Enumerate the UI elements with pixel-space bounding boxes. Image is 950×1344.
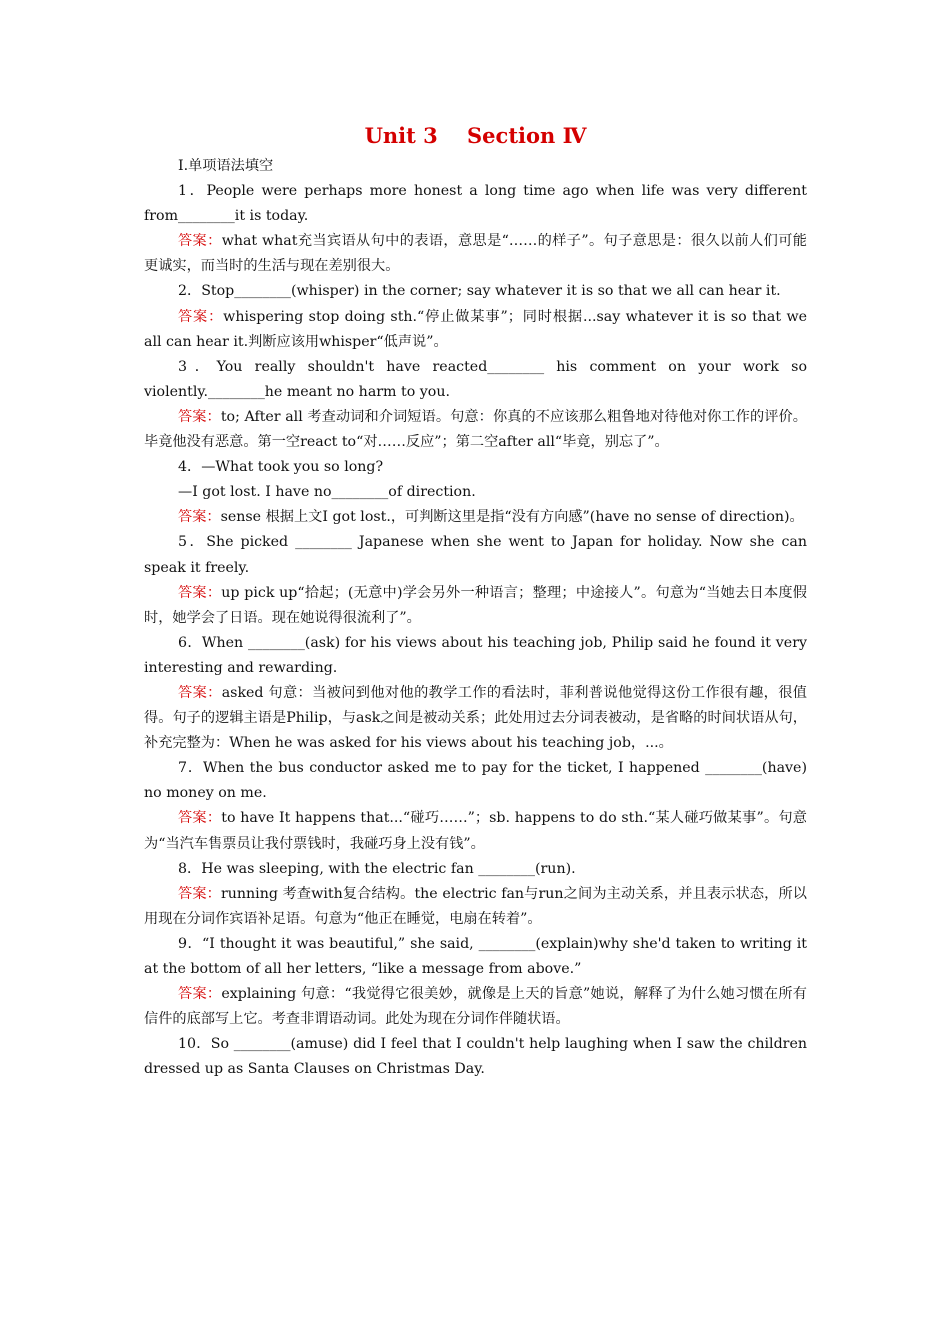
answer-4 [144,505,807,530]
worksheet-page [144,118,807,1082]
question-10: 10．So ________(amuse) did I feel that I couldn't help laughing when I saw the children dressed up as Santa Clauses on Christmas Day. [144,1036,807,1078]
answer-label: 答案： [178,885,221,902]
answer-label: 答案： [178,308,224,325]
answer-text: running 考查with复合结构。the electric fan与run之间为主动关系，并且表示状态，所以用现在分词作宾语补足语。句意为“他正在睡觉，电扇在转着”。 [144,885,807,927]
question-list [144,179,807,1082]
question-6: 6．When ________(ask) for his views about his teaching job, Philip said he found it very interesting and rewarding. [144,634,807,676]
answer-label: 答案： [178,408,221,425]
question-8: 8．He was sleeping, with the electric fan ________(run). [178,860,576,877]
answer-5 [144,581,807,631]
answer-2 [144,305,807,355]
answer-9 [144,982,807,1032]
answer-label: 答案： [178,810,222,827]
answer-3 [144,405,807,455]
question-7: 7．When the bus conductor asked me to pay for the ticket, I happened ________(have) no money on me. [144,760,807,802]
answer-label: 答案： [178,233,222,250]
section-heading: Ⅰ.单项语法填空 [178,158,274,174]
question-2: 2．Stop________(whisper) in the corner; say whatever it is so that we all can hear it. [178,283,781,300]
answer-text: asked 句意：当被问到他对他的教学工作的看法时，菲利普说他觉得这份工作很有趣，很值得。句子的逻辑主语是Philip，与ask之间是被动关系；此处用过去分词表被动，是省略的时间状语从句，补充完整为：When he was asked for his views about his teaching job，...。 [144,684,807,752]
question-4-reply: —I got lost. I have no________of direction. [178,484,476,501]
answer-text: to; After all 考查动词和介词短语。句意：你真的不应该那么粗鲁地对待他对你工作的评价。毕竟他没有恶意。第一空react to“对……反应”；第二空after all“毕竟，别忘了”。 [144,408,807,451]
answer-label: 答案： [178,684,222,701]
answer-text: what what充当宾语从句中的表语，意思是“……的样子”。句子意思是：很久以前人们可能更诚实，而当时的生活与现在差别很大。 [144,233,807,275]
answer-text: to have It happens that...“碰巧……”；sb. happens to do sth.“某人碰巧做某事”。句意为“当汽车售票员让我付票钱时，我碰巧身上没有钱”。 [144,810,807,852]
answer-6 [144,681,807,756]
answer-text: sense 根据上文I got lost.，可判断这里是指“没有方向感”(have no sense of direction)。 [220,509,804,526]
page-title: Unit 3 Section Ⅳ [364,123,587,148]
question-9: 9．“I thought it was beautiful,” she said, ________(explain)why she'd taken to writing it at the bottom of all her letters, “like a message from above.” [144,935,807,977]
answer-7 [144,806,807,856]
answer-label: 答案： [178,509,221,526]
answer-label: 答案： [178,986,222,1003]
answer-text: whispering stop doing sth.“停止做某事”；同时根据...say whatever it is so that we all can hear it.判断应该用whisper“低声说”。 [144,308,807,350]
answer-label: 答案： [178,584,222,601]
answer-text: up pick up“拾起；(无意中)学会另外一种语言；整理；中途接人”。句意为“当她去日本度假时，她学会了日语。现在她说得很流利了”。 [144,584,807,626]
answer-8 [144,882,807,932]
answer-text: explaining 句意：“我觉得它很美妙，就像是上天的旨意”她说，解释了为什么她习惯在所有信件的底部写上它。考查非谓语动词。此处为现在分词作伴随状语。 [144,986,807,1028]
answer-1 [144,229,807,279]
question-4: 4．—What took you so long? [178,459,384,476]
question-1: 1．People were perhaps more honest a long time ago when life was very different from________it is today. [144,183,807,225]
question-5: 5．She picked ________ Japanese when she went to Japan for holiday. Now she can speak it freely. [144,534,807,576]
question-3: 3．You really shouldn't have reacted________ his comment on your work so violently.________he meant no harm to you. [144,358,807,400]
